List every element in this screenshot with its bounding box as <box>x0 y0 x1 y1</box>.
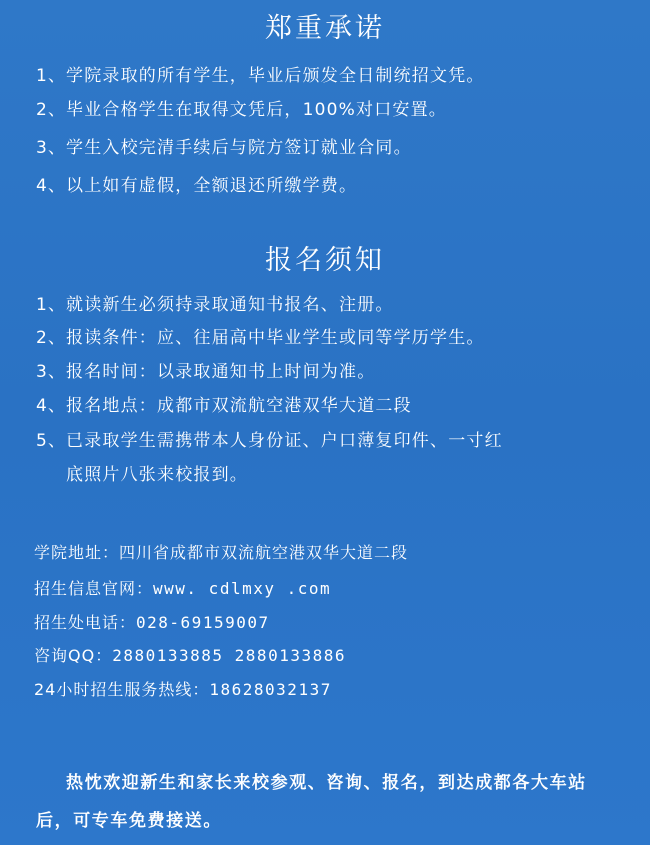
contact-label: 招生处电话： <box>34 613 137 632</box>
contact-value: 028-69159007 <box>136 613 270 632</box>
contact-hotline <box>34 677 332 700</box>
pledge-title: 郑重承诺 <box>265 13 385 44</box>
notice-item-5-continuation: 底照片八张来校报到。 <box>66 465 248 485</box>
contact-label: 学院地址： <box>34 543 120 562</box>
welcome-message: 热忱欢迎新生和家长来校参观、咨询、报名，到达成都各大车站后，可专车免费接送。 <box>36 773 587 831</box>
pledge-item-number: 2、 <box>36 100 67 120</box>
notice-item-text: 已录取学生需携带本人身份证、户口薄复印件、一寸红 <box>66 431 503 451</box>
pledge-item-4 <box>36 171 357 196</box>
contact-value: 18628032137 <box>209 680 332 699</box>
contact-website <box>34 576 331 599</box>
contact-label: 咨询QQ： <box>34 646 113 665</box>
pledge-item-1 <box>36 61 485 86</box>
pledge-item-text: 以上如有虚假，全额退还所缴学费。 <box>66 176 358 196</box>
pledge-item-text: 学院录取的所有学生，毕业后颁发全日制统招文凭。 <box>66 66 485 86</box>
notice-item-number: 5、 <box>36 431 67 451</box>
contact-label: 24小时招生服务热线： <box>34 680 210 699</box>
pledge-item-text: 毕业合格学生在取得文凭后，100%对口安置。 <box>66 100 448 120</box>
notice-title: 报名须知 <box>265 245 385 276</box>
notice-item-1 <box>36 290 394 315</box>
notice-item-5 <box>36 426 503 451</box>
notice-item-3 <box>36 357 375 382</box>
pledge-item-number: 4、 <box>36 176 67 196</box>
notice-item-number: 1、 <box>36 295 67 315</box>
pledge-item-number: 3、 <box>36 138 67 158</box>
contact-value: 四川省成都市双流航空港双华大道二段 <box>119 543 409 562</box>
notice-item-4 <box>36 391 412 416</box>
notice-item-number: 3、 <box>36 362 67 382</box>
notice-item-text: 报名地点：成都市双流航空港双华大道二段 <box>66 396 412 416</box>
contact-value: 2880133885 2880133886 <box>112 646 346 665</box>
pledge-item-number: 1、 <box>36 66 67 86</box>
contact-qq <box>34 643 346 666</box>
notice-item-number: 2、 <box>36 328 67 348</box>
contact-value: www. cdlmxy .com <box>153 579 332 598</box>
pledge-item-3 <box>36 133 412 158</box>
notice-item-number: 4、 <box>36 396 67 416</box>
contact-label: 招生信息官网： <box>34 579 154 598</box>
notice-item-2 <box>36 323 485 348</box>
contact-phone <box>34 610 270 633</box>
notice-item-text: 报名时间：以录取通知书上时间为准。 <box>66 362 376 382</box>
contact-address <box>34 540 408 563</box>
pledge-item-text: 学生入校完清手续后与院方签订就业合同。 <box>66 138 412 158</box>
pledge-item-2 <box>36 95 447 120</box>
notice-item-text: 就读新生必须持录取通知书报名、注册。 <box>66 295 394 315</box>
notice-item-text: 报读条件：应、往届高中毕业学生或同等学历学生。 <box>66 328 485 348</box>
